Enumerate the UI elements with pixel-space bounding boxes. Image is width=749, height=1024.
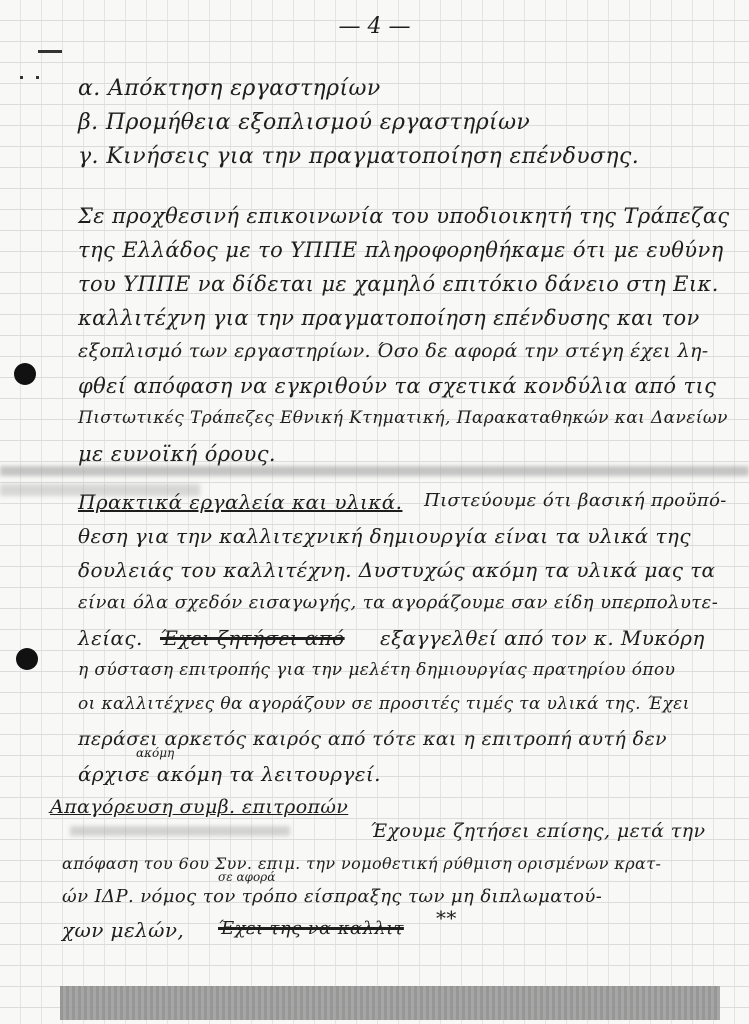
paragraph-line: θεση για την καλλιτεχνική δημιουργία είναι τα υλικά της [78, 524, 691, 548]
scan-smudge [70, 826, 290, 836]
paragraph-line: εξαγγελθεί από τον κ. Μυκόρη [380, 626, 705, 650]
paragraph-line: της Ελλάδος με το ΥΠΠΕ πληροφορηθήκαμε ότι με ευθύνη [78, 238, 724, 262]
paragraph-line: είναι όλα σχεδόν εισαγωγής, τα αγοράζουμε σαν είδη υπερπολυτε- [78, 592, 719, 613]
paragraph-line: απόφαση του 6ου Συν. επιμ. την νομοθετική ρύθμιση ορισμένων κρατ- [62, 854, 662, 873]
paragraph-line: η σύσταση επιτροπής για την μελέτη δημιουργίας πρατηρίου όπου [78, 660, 676, 680]
paragraph-line: του ΥΠΠΕ να δίδεται με χαμηλό επιτόκιο δάνειο στη Εικ. [78, 272, 719, 296]
stray-mark [38, 50, 62, 53]
section-heading: Πρακτικά εργαλεία και υλικά. [78, 490, 403, 514]
paragraph-line: λείας. [78, 626, 143, 650]
asterisk-mark: ** [436, 906, 457, 930]
paragraph-line: Πιστωτικές Τράπεζες Εθνική Κτηματική, Παρακαταθηκών και Δανείων [78, 408, 728, 428]
paragraph-line: άρχισε ακόμη τα λειτουργεί. [78, 762, 381, 786]
paragraph-line: φθεί απόφαση να εγκριθούν τα σχετικά κονδύλια από τις [78, 374, 717, 398]
scan-smudge [0, 466, 749, 476]
paragraph-line: εξοπλισμό των εργαστηρίων. Όσο δε αφορά την στέγη έχει λη- [78, 340, 709, 362]
paragraph-line: δουλειάς του καλλιτέχνη. Δυστυχώς ακόμη τα υλικά μας τα [78, 558, 716, 582]
punch-hole [14, 363, 36, 385]
stray-dot [20, 76, 23, 79]
list-item: α. Απόκτηση εργαστηρίων [78, 76, 381, 101]
struck-text: Έχει ζητήσει από [160, 626, 345, 650]
struck-text: Έχει της να καλλιτ [218, 918, 404, 939]
list-item: γ. Κινήσεις για την πραγματοποίηση επένδυσης. [78, 144, 640, 169]
paragraph-line: Σε προχθεσινή επικοινωνία του υποδιοικητή της Τράπεζας [78, 204, 730, 228]
section-heading: Απαγόρευση συμβ. επιτροπών [50, 796, 349, 818]
punch-hole [16, 648, 38, 670]
paragraph-line: περάσει αρκετός καιρός από τότε και η επιτροπή αυτή δεν [78, 728, 668, 750]
paragraph-line: με ευνοϊκή όρους. [78, 442, 276, 466]
paragraph-line: χων μελών, [62, 918, 185, 942]
page-number: — 4 — [338, 14, 411, 39]
paragraph-line: οι καλλιτέχνες θα αγοράζουν σε προσιτές τιμές τα υλικά της. Έχει [78, 694, 690, 714]
paragraph-line: Έχουμε ζητήσει επίσης, μετά την [370, 820, 706, 842]
scan-band [60, 986, 720, 1020]
inserted-word: ακόμη [136, 746, 175, 760]
paragraph-line: ών ΙΔΡ. νόμος τον τρόπο είσπραξης των μη διπλωματού- [62, 886, 603, 907]
stray-dot [36, 76, 39, 79]
inserted-word: σε αφορά [218, 870, 276, 884]
paragraph-line: Πιστεύουμε ότι βασική προϋπό- [424, 490, 727, 511]
paragraph-line: καλλιτέχνη για την πραγματοποίηση επένδυσης και τον [78, 306, 700, 330]
list-item: β. Προμήθεια εξοπλισμού εργαστηρίων [78, 110, 531, 135]
